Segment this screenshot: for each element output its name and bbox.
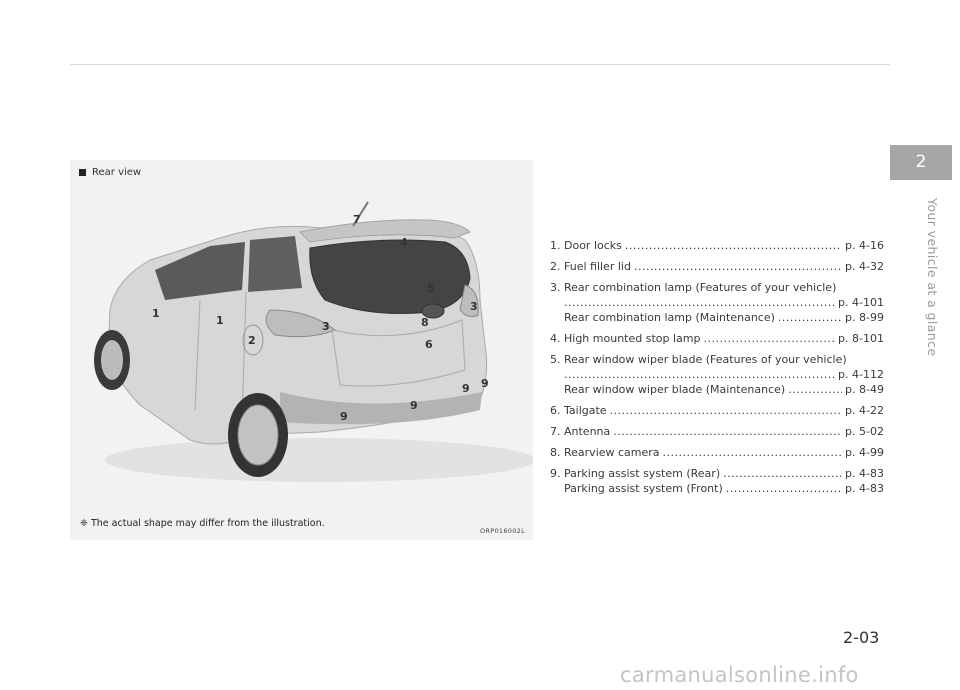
car-illustration [70, 160, 533, 540]
item-sub-label: Parking assist system (Front) [564, 482, 723, 495]
callout-9-a: 9 [481, 377, 489, 390]
item-label: Door locks [564, 239, 622, 252]
figure-label [79, 167, 141, 178]
rear-view-figure [70, 160, 533, 540]
page-ref: p. 4-83 [845, 482, 884, 495]
item-label: Fuel filler lid [564, 260, 631, 273]
callout-9-c: 9 [410, 399, 418, 412]
list-item: 8. Rearview camera ..... p. 4-99 [550, 445, 884, 460]
callout-6: 6 [425, 338, 433, 351]
callout-9-d: 9 [340, 410, 348, 423]
callout-3-right: 3 [470, 300, 478, 313]
page-ref: p. 4-112 [838, 368, 884, 381]
page-ref: p. 4-16 [845, 239, 884, 252]
list-item: 1. Door locks ..... p. 4-16 [550, 238, 884, 253]
square-bullet-icon [79, 169, 86, 176]
list-item: 5. Rear window wiper blade (Features of your vehicle) ..... p. 4-112 Rear window wiper blade (Maintenance) ..... p. 8-49 [550, 352, 884, 397]
callout-9-b: 9 [462, 382, 470, 395]
item-label: Tailgate [564, 404, 607, 417]
callout-1-rear: 1 [152, 307, 160, 320]
chapter-tab [890, 145, 952, 180]
item-label: Antenna [564, 425, 611, 438]
item-label: High mounted stop lamp [564, 332, 701, 345]
page-ref: p. 8-49 [845, 383, 884, 396]
page-ref: p. 5-02 [845, 425, 884, 438]
item-label: Rearview camera [564, 446, 660, 459]
parts-index-list [550, 238, 884, 502]
page-ref: p. 4-99 [845, 446, 884, 459]
page-ref: p. 4-101 [838, 296, 884, 309]
page-ref: p. 8-101 [838, 332, 884, 345]
list-item: 3. Rear combination lamp (Features of your vehicle) ..... p. 4-101 Rear combination lamp (Maintenance) ..... p. 8-99 [550, 280, 884, 325]
item-label: Parking assist system (Rear) [564, 467, 721, 480]
item-sub-label: Rear window wiper blade (Maintenance) [564, 383, 786, 396]
list-item: 6. Tailgate ..... p. 4-22 [550, 403, 884, 418]
chapter-title: Your vehicle at a glance [925, 198, 940, 357]
list-item: 7. Antenna ..... p. 5-02 [550, 424, 884, 439]
callout-8: 8 [421, 316, 429, 329]
figure-caption: ❈ The actual shape may differ from the illustration. [80, 518, 325, 529]
callout-5: 5 [427, 282, 435, 295]
callout-3-left: 3 [322, 320, 330, 333]
figure-code: ORP016002L [480, 527, 525, 535]
page-ref: p. 4-22 [845, 404, 884, 417]
figure-label-text: Rear view [92, 167, 142, 178]
page-ref: p. 8-99 [845, 311, 884, 324]
callout-1-front: 1 [216, 314, 224, 327]
chapter-number: 2 [915, 152, 927, 172]
callout-4: 4 [400, 236, 408, 249]
item-sub-label: Rear combination lamp (Maintenance) [564, 311, 775, 324]
top-rule [70, 64, 890, 65]
list-item: 4. High mounted stop lamp ..... p. 8-101 [550, 331, 884, 346]
list-item: 9. Parking assist system (Rear) ..... p. 4-83 Parking assist system (Front) ..... p. 4-83 [550, 466, 884, 496]
page-number: 2-03 [843, 628, 880, 647]
item-label: Rear window wiper blade (Features of your vehicle) [564, 353, 847, 366]
page-ref: p. 4-32 [845, 260, 884, 273]
list-item: 2. Fuel filler lid ..... p. 4-32 [550, 259, 884, 274]
callout-2: 2 [248, 334, 256, 347]
watermark: carmanualsonline.info [620, 663, 859, 687]
page-ref: p. 4-83 [845, 467, 884, 480]
item-label: Rear combination lamp (Features of your vehicle) [564, 281, 837, 294]
callout-7: 7 [353, 213, 361, 226]
